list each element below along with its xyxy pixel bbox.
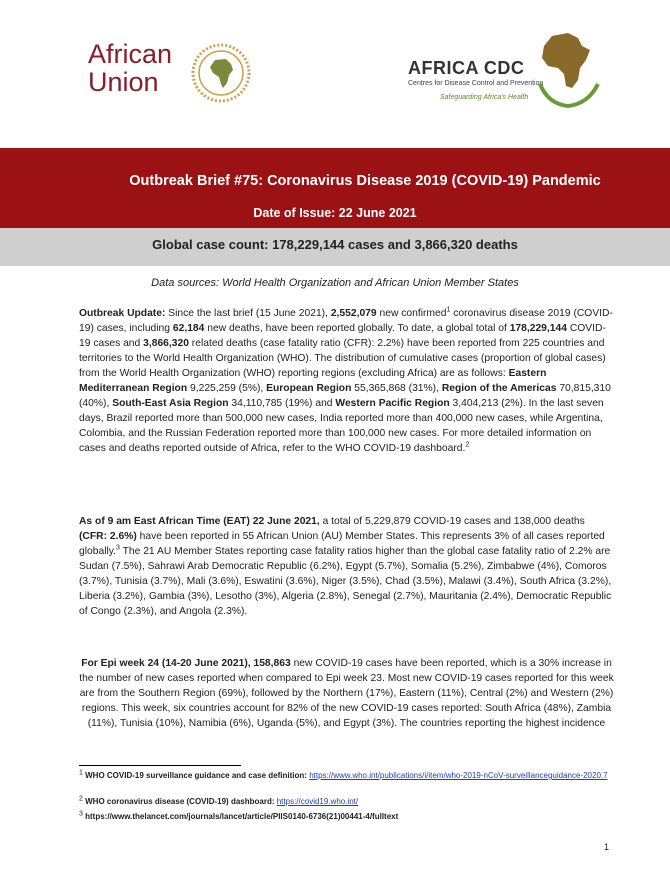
data-sources: Data sources: World Health Organization and African Union Member States bbox=[151, 277, 519, 289]
africa-map-icon bbox=[534, 28, 602, 108]
footnote-2: $^2$ WHO coronavirus disease (COVID-19) dashboard: https://covid19.who.int/ bbox=[79, 795, 359, 806]
footnote-divider bbox=[79, 765, 241, 766]
brief-title: Outbreak Brief #75: Coronavirus Disease 2019 (COVID-19) Pandemic bbox=[129, 173, 601, 189]
footnote-ref-1[interactable]: 1 bbox=[446, 306, 451, 314]
cdc-logo-tagline: Safeguarding Africa's Health bbox=[440, 94, 529, 101]
au-emblem-icon bbox=[190, 42, 252, 104]
footnote-1-link[interactable]: https://www.who.int/publications/i/item/who-2019-nCoV-surveillanceguidance-2020.7 bbox=[309, 771, 608, 780]
footnote-2-link[interactable]: https://covid19.who.int/ bbox=[276, 797, 359, 806]
issue-date: Date of Issue: 22 June 2021 bbox=[253, 206, 417, 220]
outbreak-update-paragraph: Outbreak Update: Since the last brief (15 June 2021), 2,552,079 new confirmed$^1$ coronavirus disease 2019 (COVID-19) cases, including 62,184 new deaths, have been reported globally. To date, a global total of 178,229,144 COVID-19 cases and 3,866,320 related deaths (case fatality ratio (CFR): 2.2%) have been reported from 225 countries and territories to the World Health Organization (WHO). The distribution of cumulative cases (proportion of global cases) from the World Health Organization (WHO) reporting regions (excluding Africa) are as follows: Eastern Mediterranean Region 9,225,259 (5%), European Region 55,365,868 (31%), Region of the Americas 70,815,310 (40%), South-East Asia Region 34,110,785 (19%) and Western Pacific Region 3,404,213 (2%). In the last seven days, Brazil reported more than 500,000 new cases, India reported more than 400,000 new cases, while Argentina, Colombia, and the Russian Federation reported more than 100,000 new cases. For more detailed information on cases and deaths reported outside of Africa, refer to the WHO COVID-19 dashboard.$^2$ bbox=[79, 306, 613, 454]
page-number: 1 bbox=[604, 842, 610, 852]
au-logo-line1: African bbox=[88, 39, 173, 69]
cdc-logo-title: AFRICA CDC bbox=[408, 58, 525, 78]
au-logo-line2: Union bbox=[88, 67, 159, 97]
footnote-3: $^3$ https://www.thelancet.com/journals/lancet/article/PIIS0140-6736(21)00441-4/fulltext bbox=[79, 810, 399, 821]
african-union-logo bbox=[88, 40, 268, 110]
footnote-ref-3[interactable]: 3 bbox=[116, 544, 120, 552]
africa-cdc-logo bbox=[402, 28, 602, 118]
footnote-1: $^1$ WHO COVID-19 surveillance guidance and case definition: https://www.who.int/publications/i/item/who-2019-nCoV-surveillanceguidance-2020.7 bbox=[79, 769, 608, 780]
global-case-count: Global case count: 178,229,144 cases and 3,866,320 deaths bbox=[152, 237, 518, 252]
footnote-ref-2[interactable]: 2 bbox=[465, 441, 470, 449]
epi-week-paragraph: For Epi week 24 (14-20 June 2021), 158,863 new COVID-19 cases have been reported, which is a 30% increase in the number of new cases reported when compared to Epi week 23. Most new COVID-19 cases reported for this week are from the Southern Region (69%), followed by the Northern (17%), Eastern (11%), Central (2%) and Western (2%) regions. This week, six countries account for 82% of the new COVID-19 cases reported: South Africa (48%), Zambia (11%), Tunisia (10%), Namibia (6%), Uganda (5%), and Egypt (3%). The countries reporting the highest incidence bbox=[79, 658, 614, 729]
cdc-logo-subtitle: Centres for Disease Control and Prevention bbox=[408, 80, 544, 87]
africa-summary-paragraph: As of 9 am East African Time (EAT) 22 June 2021, a total of 5,229,879 COVID-19 cases and 138,000 deaths (CFR: 2.6%) have been reported in 55 African Union (AU) Member States. This represents 3% of all cases reported globally.$^3$ The 21 AU Member States reporting case fatality ratios higher than the global case fatality ratio of 2.2% are Sudan (7.5%), Sahrawi Arab Democratic Republic (6.2%), Egypt (5.7%), Somalia (5.2%), Zimbabwe (4%), Comoros (3.7%), Tunisia (3.7%), Mali (3.6%), Eswatini (3.6%), Niger (3.5%), Chad (3.5%), Malawi (3.4%), South Africa (3.2%), Liberia (3.2%), Gambia (3%), Lesotho (3%), Algeria (2.8%), Senegal (2.7%), Mauritania (2.4%), Democratic Republic of Congo (2.3%), and Angola (2.3%). bbox=[79, 516, 612, 617]
